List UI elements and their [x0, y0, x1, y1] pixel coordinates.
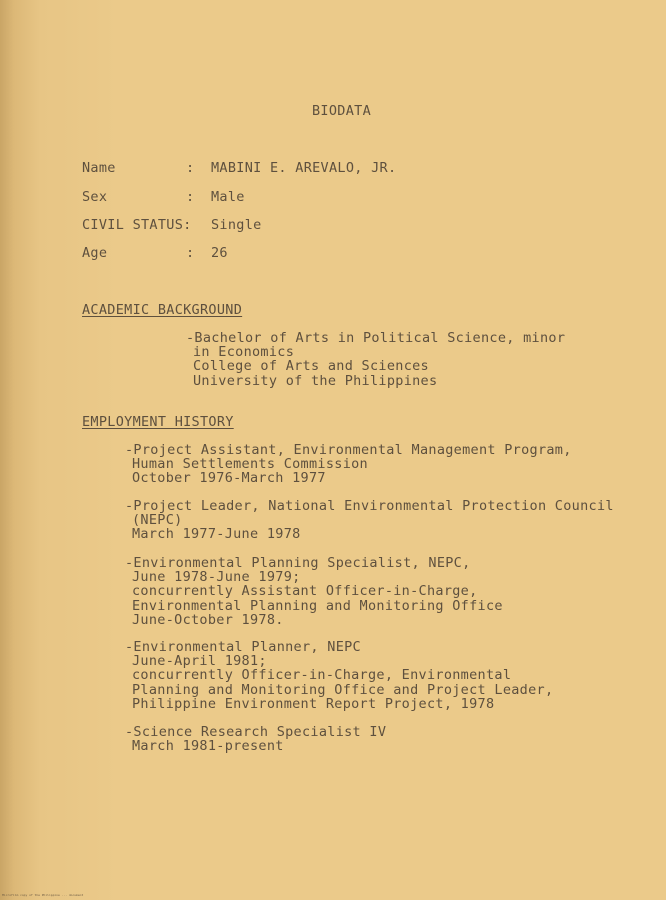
sex-label: Sex [82, 189, 108, 205]
age-label: Age [82, 245, 108, 261]
employment-line: June-April 1981; [132, 653, 267, 670]
academic-line: -Bachelor of Arts in Political Science, minor [186, 330, 566, 346]
page-title: BIODATA [312, 103, 371, 119]
age-value: 26 [211, 245, 228, 261]
employment-line: (NEPC) [132, 512, 183, 529]
name-value: MABINI E. AREVALO, JR. [211, 160, 397, 176]
employment-line: -Project Leader, National Environmental Protection Council [125, 498, 614, 514]
employment-entry [125, 725, 386, 753]
employment-line: concurrently Officer-in-Charge, Environmental [132, 667, 512, 684]
employment-line: March 1977-June 1978 [132, 526, 301, 543]
employment-line: June 1978-June 1979; [132, 569, 301, 586]
employment-line: -Project Assistant, Environmental Management Program, [125, 442, 572, 458]
employment-heading: EMPLOYMENT HISTORY [82, 414, 234, 430]
employment-line: June-October 1978. [132, 611, 284, 628]
employment-entry [125, 499, 614, 542]
civil-status-label: CIVIL STATUS: [82, 217, 192, 233]
employment-line: -Environmental Planning Specialist, NEPC, [125, 555, 471, 571]
name-label: Name [82, 160, 116, 176]
academic-entry [186, 331, 565, 388]
employment-line: March 1981-present [132, 738, 284, 755]
civil-status-value: Single [211, 217, 262, 233]
sex-value: Male [211, 189, 245, 205]
employment-line: concurrently Assistant Officer-in-Charge, [132, 583, 478, 600]
academic-line: College of Arts and Sciences [193, 358, 429, 375]
employment-line: -Environmental Planner, NEPC [125, 639, 361, 655]
academic-line: University of the Philippines [193, 372, 438, 389]
employment-line: Human Settlements Commission [132, 456, 368, 473]
academic-line: in Economics [193, 344, 295, 361]
microfilm-footer: Microfilm copy of the Philippine ... document [2, 893, 84, 897]
employment-line: Philippine Environment Report Project, 1978 [132, 695, 495, 712]
name-colon: : [186, 160, 195, 176]
academic-heading: ACADEMIC BACKGROUND [82, 302, 243, 318]
age-colon: : [186, 245, 195, 261]
employment-line: Planning and Monitoring Office and Project Leader, [132, 681, 554, 698]
employment-line: Environmental Planning and Monitoring Office [132, 597, 503, 614]
employment-entry [125, 443, 572, 486]
sex-colon: : [186, 189, 195, 205]
employment-line: October 1976-March 1977 [132, 470, 326, 487]
employment-entry [125, 556, 503, 627]
employment-line: -Science Research Specialist IV [125, 724, 387, 740]
employment-entry [125, 640, 553, 711]
